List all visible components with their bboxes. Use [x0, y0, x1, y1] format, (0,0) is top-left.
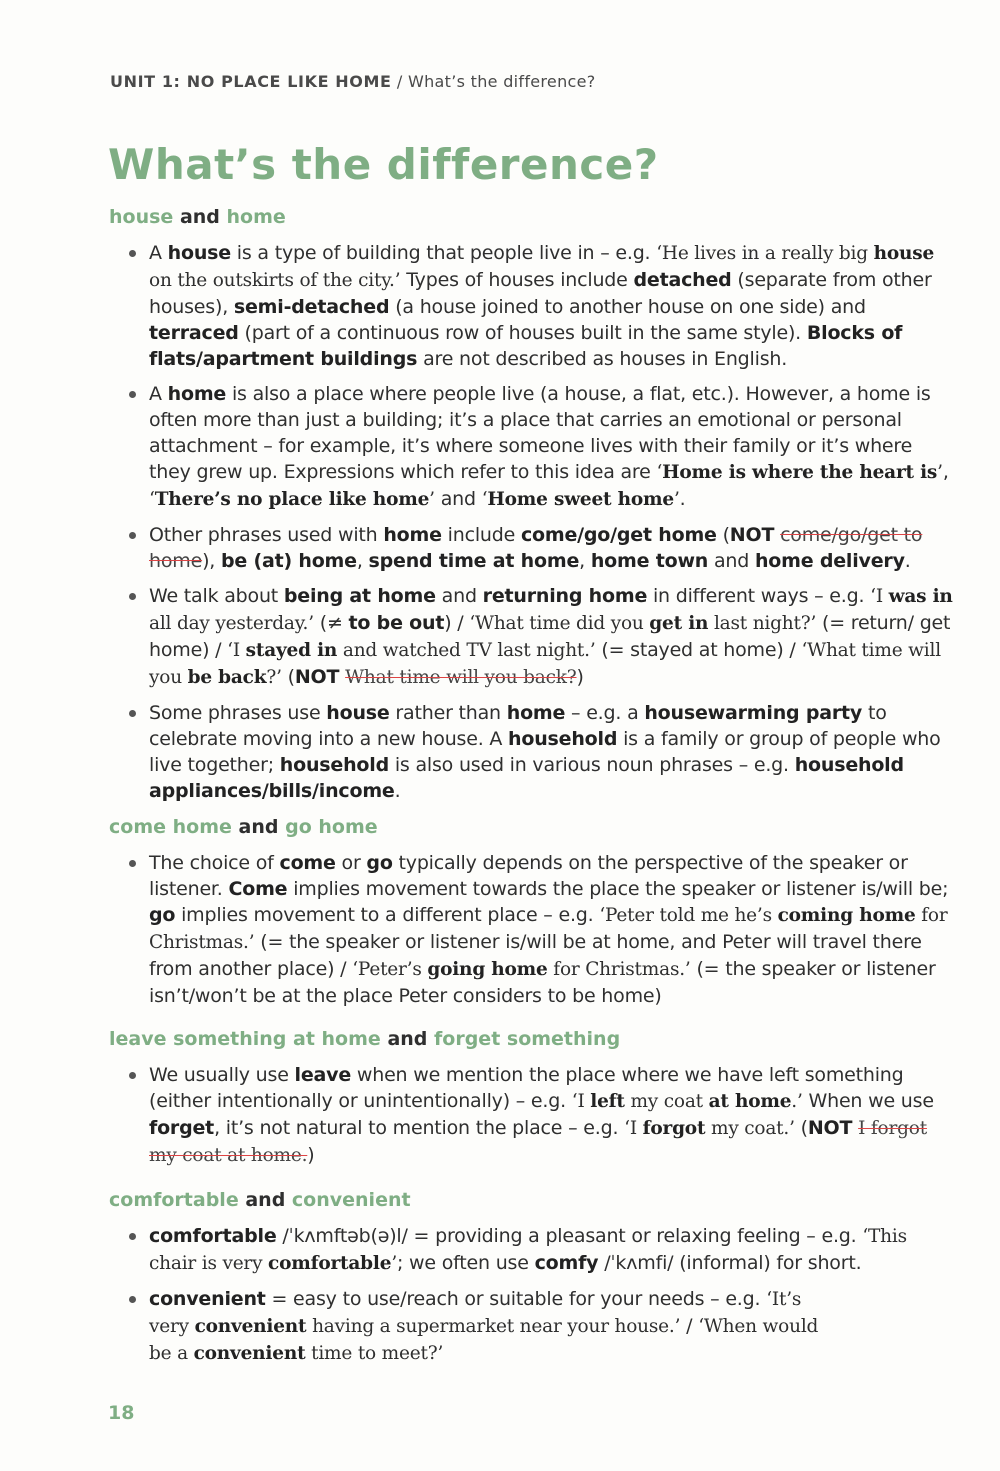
term: house [167, 242, 231, 264]
example: ‘I [227, 640, 246, 661]
example: my coat [624, 1091, 709, 1112]
example-term: be back [187, 667, 267, 688]
page-number: 18 [108, 1402, 135, 1424]
example: ‘ [656, 462, 663, 483]
example: ’ [673, 489, 680, 510]
term: come/go/get home [520, 524, 717, 546]
term: go [366, 852, 393, 874]
heading-and: and [387, 1028, 428, 1050]
text: . [679, 488, 686, 510]
bullet-home-phrases [108, 522, 953, 574]
example: ‘Peter told me he’s [599, 905, 778, 926]
heading-term-2: forget something [434, 1028, 621, 1050]
example-term: stayed in [245, 640, 338, 661]
term: semi-detached [233, 296, 390, 318]
example: ‘What time will you [149, 640, 941, 688]
term: spend time at home [368, 550, 580, 572]
example: ’ [937, 462, 943, 483]
example-term: at home [708, 1091, 792, 1112]
heading-and: and [179, 206, 220, 228]
example: ‘ [481, 489, 488, 510]
example: time to meet?’ [305, 1343, 444, 1364]
running-head [110, 72, 596, 91]
example-term: comfortable [268, 1253, 392, 1274]
text: The choice of [149, 852, 280, 874]
text: A [149, 383, 168, 405]
text: ) [576, 666, 584, 688]
text: when we mention the place where we have left something (either intentionally or unintentionally) – e.g. [149, 1064, 904, 1112]
example: ?’ [266, 667, 282, 688]
text: ( [281, 666, 295, 688]
page-title: What’s the difference? [108, 140, 659, 189]
text: = easy to use/reach or suitable for your needs – e.g. [265, 1288, 767, 1310]
example-term: coming home [777, 905, 916, 926]
example-term: was in [888, 586, 953, 607]
bullet-comfortable [108, 1223, 953, 1277]
text: , it’s not natural to mention the place – e.g. [214, 1117, 625, 1139]
example-term: convenient [193, 1343, 306, 1364]
example-term: going home [427, 959, 548, 980]
example: ‘I [870, 586, 889, 607]
section-heading [109, 1028, 953, 1050]
text: . [394, 780, 401, 802]
example: ‘I [624, 1118, 643, 1139]
text: Some phrases use [149, 702, 327, 724]
bullet-convenient [108, 1286, 953, 1367]
text: is also used in various noun phrases – e.g. [389, 754, 795, 776]
bullet-come-go [108, 850, 953, 1009]
example-term: get in [649, 613, 709, 634]
text: rather than [389, 702, 507, 724]
text: and [708, 550, 755, 572]
text: We talk about [149, 585, 284, 607]
text: (= the speaker or listener is/will be at home, and Peter will travel there from another place) / [149, 931, 922, 980]
text: to celebrate moving into a new house. A [149, 702, 887, 750]
term: home delivery [754, 550, 905, 572]
term: be (at) home [220, 550, 357, 572]
section-heading [109, 1189, 953, 1211]
text: (a house joined to another house on one side) and [389, 296, 866, 318]
text: ) / [444, 612, 470, 634]
heading-term-1: come home [109, 816, 232, 838]
section-comfortable-convenient [108, 1189, 953, 1376]
term: terraced [149, 322, 239, 344]
incorrect-example: I forgot my coat at home. [149, 1118, 927, 1166]
text: typically depends on the perspective of the speaker or listener. [149, 852, 908, 900]
term: household [508, 728, 618, 750]
example-term: left [590, 1091, 625, 1112]
text: implies movement towards the place the speaker or listener is/will be; [287, 878, 949, 900]
example: ‘When would be a [149, 1316, 819, 1364]
heading-term-1: house [109, 206, 174, 228]
text: When we use [802, 1090, 934, 1112]
text: ; we often use [397, 1252, 535, 1274]
text: Types of houses include [400, 269, 634, 291]
term: comfy [534, 1252, 599, 1274]
text: , [579, 550, 591, 572]
section-leave-forget [108, 1028, 953, 1178]
heading-term-2: go home [285, 816, 378, 838]
heading-and: and [245, 1189, 286, 1211]
bullet-leave-forget [108, 1062, 953, 1169]
text: ( [794, 1117, 808, 1139]
incorrect-example: What time will you back? [345, 667, 577, 688]
section-come-go-home [108, 816, 953, 1018]
example: ‘ [149, 489, 155, 510]
incorrect-example: come/go/get to home [149, 524, 923, 572]
example: ‘It’s very [149, 1289, 802, 1337]
text: in different ways – e.g. [647, 585, 871, 607]
term: forget [149, 1117, 215, 1139]
text: , [942, 461, 949, 483]
example: all day yesterday.’ [149, 613, 314, 634]
text: include [441, 524, 521, 546]
example: ‘This chair is very [149, 1226, 907, 1274]
term: go [149, 904, 176, 926]
example: ’ [391, 1253, 397, 1274]
term: home [506, 702, 566, 724]
term: detached [633, 269, 732, 291]
text: (≠ [313, 612, 349, 634]
example: having a supermarket near your house.’ [306, 1316, 681, 1337]
heading-term-2: home [226, 206, 286, 228]
example-term: There’s no place like home [154, 489, 430, 510]
text: – e.g. a [565, 702, 645, 724]
text: /ˈkʌmfi/ (informal) for short. [598, 1252, 862, 1274]
term: Come [228, 878, 288, 900]
heading-and: and [238, 816, 279, 838]
bullet-list [108, 850, 953, 1009]
bullet-house-phrases [108, 700, 953, 804]
example: my coat.’ [705, 1118, 795, 1139]
section-house-home [108, 206, 953, 813]
text: (= stayed at home) / [595, 639, 802, 661]
text: and [434, 488, 482, 510]
term: home town [590, 550, 709, 572]
example-term: forgot [642, 1118, 706, 1139]
section-heading [109, 816, 953, 838]
bullet-being-returning-home [108, 583, 953, 691]
not-label: NOT [729, 524, 775, 546]
heading-term-1: comfortable [109, 1189, 239, 1211]
text: ), [202, 550, 221, 572]
section-label: What’s the difference? [408, 72, 596, 91]
term: come [279, 852, 336, 874]
example: ‘Peter’s [352, 959, 428, 980]
text: Other phrases used with [149, 524, 384, 546]
heading-term-1: leave something at home [109, 1028, 381, 1050]
bullet-list [108, 1223, 953, 1367]
text: or [335, 852, 367, 874]
text: is a family or group of people who live together; [149, 728, 941, 776]
heading-term-2: convenient [291, 1189, 411, 1211]
bullet-home [108, 381, 953, 513]
text: (part of a continuous row of houses built in the same style). [238, 322, 807, 344]
example: last night?’ [708, 613, 817, 634]
example: for Christmas.’ [149, 905, 948, 953]
term: to be out [348, 612, 445, 634]
unit-label: UNIT 1: NO PLACE LIKE HOME [110, 72, 392, 91]
text: ) [307, 1144, 315, 1166]
text: We usually use [149, 1064, 295, 1086]
text: are not described as houses in English. [417, 348, 788, 370]
example-term: Home is where the heart is [662, 462, 938, 483]
text: /ˈkʌmftəb(ə)l/ = providing a pleasant or relaxing feeling – e.g. [276, 1225, 863, 1247]
term: leave [294, 1064, 352, 1086]
term: housewarming party [644, 702, 863, 724]
example: and watched TV last night.’ [337, 640, 596, 661]
term: home [167, 383, 227, 405]
text: (= the speaker or listener isn’t/won’t be at the place Peter considers to be home) [149, 958, 936, 1007]
term: home [383, 524, 442, 546]
text: is a type of building that people live in – e.g. [230, 242, 657, 264]
term: house [326, 702, 390, 724]
text: is also a place where people live (a house, a flat, etc.). However, a home is often more than just a building; it’s a place that carries an emotional or personal attachment – for example, it’s where someone lives with their family or it’s where they grew up. Expressions which refer to this idea are [149, 383, 931, 483]
text: . [904, 550, 911, 572]
not-label: NOT [807, 1117, 853, 1139]
term: convenient [149, 1288, 266, 1310]
example: ‘I [571, 1091, 591, 1112]
bullet-house [108, 240, 953, 372]
text: ( [716, 524, 730, 546]
term: returning home [482, 585, 648, 607]
example: on the outskirts of the city.’ [149, 270, 401, 291]
example: ’ [429, 489, 435, 510]
example-term: Home sweet home [487, 489, 674, 510]
example: ‘What time did you [469, 613, 650, 634]
example: for Christmas.’ [547, 959, 691, 980]
text: implies movement to a different place – e.g. [175, 904, 600, 926]
example: ‘He lives in a really big [656, 243, 874, 264]
term: comfortable [149, 1225, 277, 1247]
not-label: NOT [294, 666, 340, 688]
term: household appliances/bills/income [149, 754, 904, 802]
text: (= return/ get home) / [149, 612, 951, 661]
example-term: convenient [194, 1316, 307, 1337]
bullet-list [108, 240, 953, 804]
text: (separate from other houses), [149, 269, 932, 318]
text: and [435, 585, 483, 607]
section-heading [109, 206, 953, 228]
term: household [279, 754, 389, 776]
text: , [356, 550, 369, 572]
bullet-list [108, 1062, 953, 1169]
running-head-separator: / [391, 72, 408, 91]
term: Blocks of flats/apartment buildings [149, 322, 903, 370]
term: being at home [283, 585, 436, 607]
example: .’ [791, 1091, 803, 1112]
text: A [149, 242, 168, 264]
text: / [680, 1315, 699, 1337]
example-term: house [873, 243, 935, 264]
